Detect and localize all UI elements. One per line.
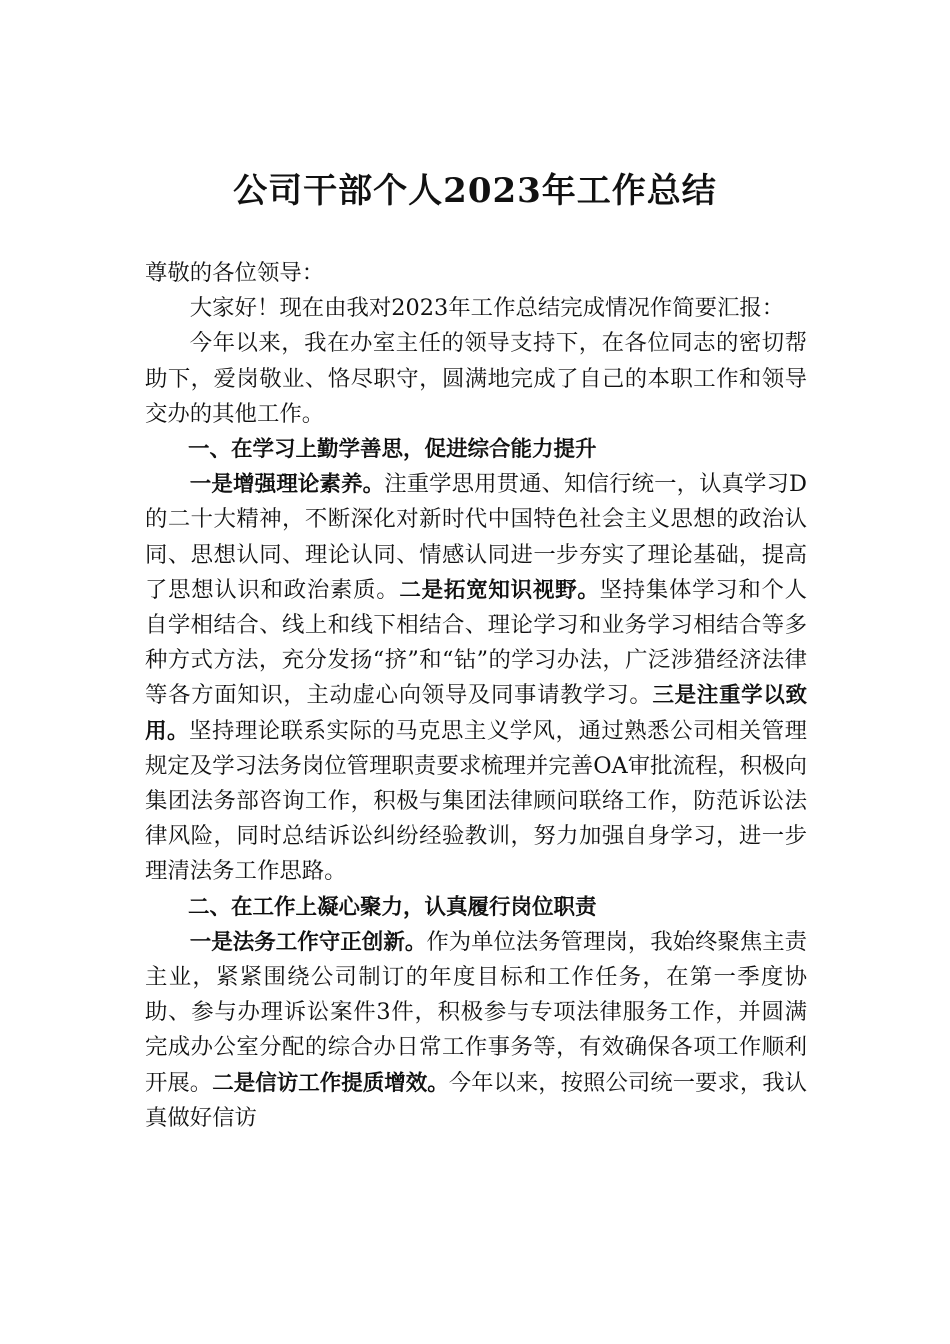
point-4-text: 作为单位法务管理岗，我始终聚焦主责主业，紧紧围绕公司制订的年度目标和工作任务，在第一季度协助、参与办理诉讼案件3件，积极参与专项法律服务工作，并圆满完成办公室分配的综合办日常工作事务等，有效确保各项工作顺利开展。 [145, 928, 807, 1096]
section-heading-2: 二、在工作上凝心聚力，认真履行岗位职责 [188, 894, 597, 920]
section-heading-1: 一、在学习上勤学善思，促进综合能力提升 [188, 437, 597, 463]
point-5-text: 今年以来，按照公司统一要求，我认真做好信访 [145, 1069, 808, 1131]
point-3-text: 坚持理论联系实际的马克思主义学风，通过熟悉公司相关管理规定及学习法务岗位管理职责要求梳理并完善OA审批流程，积极向集团法务部咨询工作，积极与集团法律顾问联络工作，防范诉讼法律风险，同时总结诉讼纠纷经验教训，努力加强自身学习，进一步理清法务工作思路。 [145, 717, 807, 885]
point-2-lead: 二是拓宽知识视野。 [399, 577, 600, 603]
point-1-lead: 一是增强理论素养。 [189, 472, 385, 498]
salutation: 尊敬的各位领导： [145, 260, 325, 286]
section-2-paragraph [145, 925, 807, 1136]
point-1-text: 注重学思用贯通、知信行统一，认真学习D的二十大精神，不断深化对新时代中国特色社会主义思想的政治认同、思想认同、理论认同、情感认同进一步夯实了理论基础，提高了思想认识和政治素质。 [145, 471, 807, 603]
point-2-text: 坚持集体学习和个人自学相结合、线上和线下相结合、理论学习和业务学习相结合等多种方式方法，充分发扬“挤”和“钻”的学习办法，广泛涉猎经济法律等各方面知识，主动虚心向领导及同事请教学习。 [145, 576, 807, 709]
paragraph-greeting: 大家好！现在由我对2023年工作总结完成情况作简要汇报： [189, 295, 785, 322]
document-title: 公司干部个人2023年工作总结 [233, 171, 717, 211]
point-4-lead: 一是法务工作守正创新。 [189, 929, 427, 955]
document-body [145, 256, 807, 1136]
point-5-lead: 二是信访工作提质增效。 [212, 1070, 449, 1096]
point-3-lead: 三是注重学以致用。 [145, 683, 807, 744]
section-1-paragraph [145, 467, 807, 889]
paragraph-intro: 今年以来，我在办室主任的领导支持下，在各位同志的密切帮助下，爱岗敬业、恪尽职守，圆满地完成了自己的本职工作和领导交办的其他工作。 [145, 330, 807, 427]
